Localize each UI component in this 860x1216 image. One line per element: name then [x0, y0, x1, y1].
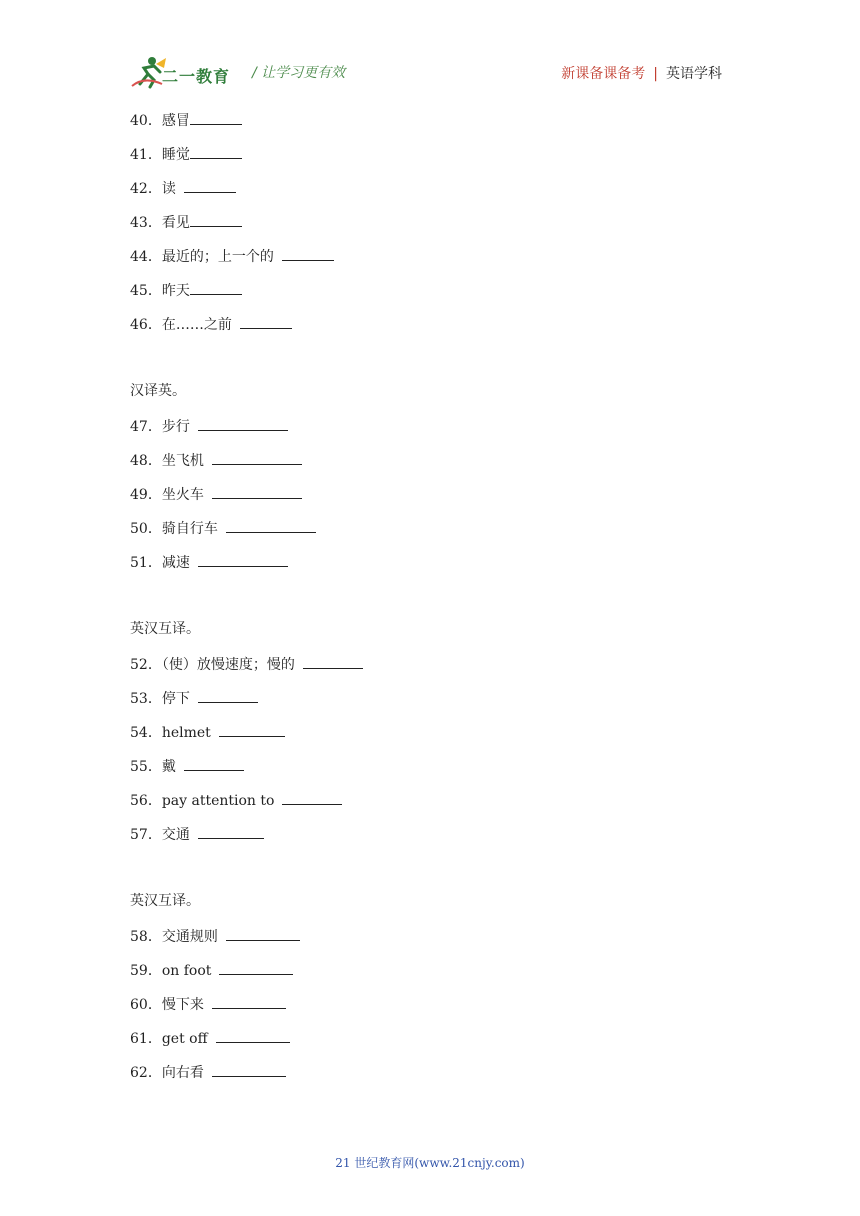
question-item [130, 994, 730, 1028]
footer: 21 世纪教育网(www.21cnjy.com) [335, 1156, 525, 1170]
logo-text: 二一教育 [162, 67, 231, 86]
answer-blank[interactable] [212, 450, 302, 465]
question-item [130, 824, 730, 858]
question-item [130, 654, 730, 688]
section-title: 汉译英。 [130, 383, 186, 399]
question-number: 59． [130, 963, 162, 979]
question-text: 坐飞机 [161, 453, 204, 469]
question-text: 减速 [161, 555, 190, 571]
question-item [130, 518, 730, 552]
answer-blank[interactable] [198, 824, 264, 839]
question-item [130, 1028, 730, 1062]
answer-blank[interactable] [226, 518, 316, 533]
question-item [130, 1062, 730, 1096]
question-text: 慢下来 [161, 997, 204, 1013]
question-text: 在……之前 [161, 317, 232, 333]
answer-blank[interactable] [190, 144, 242, 159]
question-text: 读 [161, 181, 176, 197]
question-item [130, 416, 730, 450]
answer-blank[interactable] [190, 280, 242, 295]
answer-blank[interactable] [212, 994, 286, 1009]
question-number: 44． [130, 249, 162, 265]
question-item [130, 314, 730, 348]
question-item [130, 790, 730, 824]
question-number: 43． [130, 215, 162, 231]
answer-blank[interactable] [190, 212, 242, 227]
question-text: 戴 [161, 759, 176, 775]
answer-blank[interactable] [219, 722, 285, 737]
question-item [130, 144, 730, 178]
question-item [130, 110, 730, 144]
answer-blank[interactable] [198, 416, 288, 431]
section-spacer [130, 858, 730, 890]
question-text: on foot [161, 963, 212, 979]
section-title: 英汉互译。 [130, 621, 200, 637]
answer-blank[interactable] [212, 484, 302, 499]
question-number: 51． [130, 555, 162, 571]
question-number: 56． [130, 793, 162, 809]
section-spacer [130, 348, 730, 380]
section-spacer [130, 586, 730, 618]
question-item [130, 484, 730, 518]
question-number: 55． [130, 759, 162, 775]
question-number: 52． [130, 657, 162, 673]
question-item [130, 960, 730, 994]
question-item [130, 450, 730, 484]
question-item [130, 552, 730, 586]
question-number: 60． [130, 997, 162, 1013]
question-item [130, 246, 730, 280]
header-tag-subject: 英语学科 [666, 66, 722, 82]
question-number: 53． [130, 691, 162, 707]
question-text: get off [161, 1031, 208, 1047]
answer-blank[interactable] [303, 654, 363, 669]
question-number: 41． [130, 147, 162, 163]
answer-blank[interactable] [226, 926, 300, 941]
question-item [130, 178, 730, 212]
answer-blank[interactable] [184, 756, 244, 771]
question-number: 47． [130, 419, 162, 435]
question-text: 感冒 [161, 113, 190, 129]
question-text: 步行 [161, 419, 190, 435]
answer-blank[interactable] [198, 552, 288, 567]
question-text: 昨天 [161, 283, 190, 299]
answer-blank[interactable] [198, 688, 258, 703]
question-number: 58． [130, 929, 162, 945]
question-number: 40． [130, 113, 162, 129]
question-text: 坐火车 [161, 487, 204, 503]
answer-blank[interactable] [282, 246, 334, 261]
question-item [130, 280, 730, 314]
question-text: 睡觉 [161, 147, 190, 163]
question-item [130, 212, 730, 246]
question-text: pay attention to [161, 793, 275, 809]
exercise-content [130, 110, 730, 1096]
answer-blank[interactable] [216, 1028, 290, 1043]
question-text: 最近的；上一个的 [161, 249, 274, 265]
question-text: 停下 [161, 691, 190, 707]
question-text: （使）放慢速度；慢的 [161, 657, 295, 673]
answer-blank[interactable] [240, 314, 292, 329]
question-number: 42． [130, 181, 162, 197]
answer-blank[interactable] [184, 178, 236, 193]
question-number: 46． [130, 317, 162, 333]
question-number: 50． [130, 521, 162, 537]
logo [130, 54, 238, 90]
question-item [130, 756, 730, 790]
question-text: 骑自行车 [161, 521, 218, 537]
question-text: 看见 [161, 215, 190, 231]
question-item [130, 926, 730, 960]
answer-blank[interactable] [212, 1062, 286, 1077]
question-number: 45． [130, 283, 162, 299]
question-text: 向右看 [161, 1065, 204, 1081]
question-number: 61． [130, 1031, 162, 1047]
header-tag-courses: 新课备课备考 [561, 66, 646, 82]
answer-blank[interactable] [282, 790, 342, 805]
question-number: 54． [130, 725, 162, 741]
question-number: 49． [130, 487, 162, 503]
header-separator: | [653, 66, 658, 82]
answer-blank[interactable] [219, 960, 293, 975]
question-text: 交通 [161, 827, 190, 843]
question-item [130, 722, 730, 756]
question-number: 48． [130, 453, 162, 469]
header-tags [561, 63, 722, 83]
question-number: 62． [130, 1065, 162, 1081]
question-item [130, 688, 730, 722]
question-text: 交通规则 [161, 929, 218, 945]
slogan: / 让学习更有效 [252, 65, 346, 81]
section-title: 英汉互译。 [130, 893, 200, 909]
page-header [0, 0, 860, 100]
question-text: helmet [161, 725, 211, 741]
question-number: 57． [130, 827, 162, 843]
answer-blank[interactable] [190, 110, 242, 125]
